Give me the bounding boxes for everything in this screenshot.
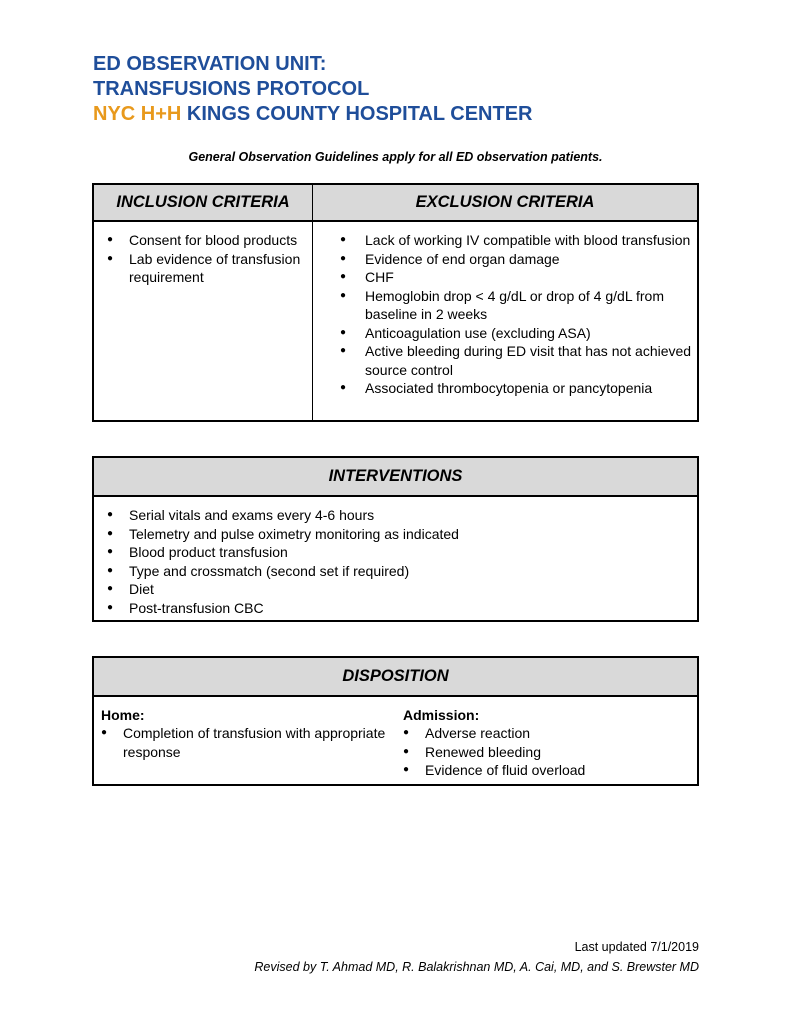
exclusion-column [313, 185, 697, 420]
home-label: Home: [101, 707, 145, 723]
exclusion-item: ● CHF [313, 268, 697, 287]
exclusion-list [313, 231, 697, 398]
exclusion-item: ● Active bleeding during ED visit that has not achieved source control [313, 342, 697, 379]
interventions-header: INTERVENTIONS [94, 458, 697, 497]
admission-list [396, 724, 697, 780]
exclusion-item: ● Hemoglobin drop < 4 g/dL or drop of 4 g/dL from baseline in 2 weeks [313, 287, 697, 324]
disposition-header: DISPOSITION [94, 658, 697, 697]
exclusion-item: ● Anticoagulation use (excluding ASA) [313, 324, 697, 343]
inclusion-item: ● Lab evidence of transfusion requirement [94, 250, 312, 287]
title-accent: NYC H+H [93, 103, 182, 125]
inclusion-column [94, 185, 313, 420]
home-item: ● Completion of transfusion with appropriate response [94, 724, 396, 761]
admission-column [396, 707, 697, 780]
intervention-item: ● Post-transfusion CBC [94, 599, 697, 618]
intervention-item: ● Serial vitals and exams every 4-6 hours [94, 506, 697, 525]
intervention-item: ● Diet [94, 580, 697, 599]
home-list [94, 724, 396, 761]
exclusion-item: ● Associated thrombocytopenia or pancytopenia [313, 379, 697, 398]
inclusion-item: ● Consent for blood products [94, 231, 312, 250]
admission-item: ● Evidence of fluid overload [396, 761, 697, 780]
title-hospital: KINGS COUNTY HOSPITAL CENTER [181, 103, 533, 125]
admission-item: ● Adverse reaction [396, 724, 697, 743]
exclusion-header: EXCLUSION CRITERIA [313, 185, 697, 222]
title-line-1: ED OBSERVATION UNIT: [93, 53, 327, 75]
admission-item: ● Renewed bleeding [396, 743, 697, 762]
last-updated: Last updated 7/1/2019 [574, 940, 699, 954]
revised-by: Revised by T. Ahmad MD, R. Balakrishnan MD, A. Cai, MD, and S. Brewster MD [254, 960, 699, 974]
document-title [93, 52, 533, 127]
intervention-item: ● Blood product transfusion [94, 543, 697, 562]
criteria-table [92, 183, 699, 422]
interventions-list [94, 506, 697, 617]
exclusion-item: ● Evidence of end organ damage [313, 250, 697, 269]
intervention-item: ● Type and crossmatch (second set if required) [94, 562, 697, 581]
inclusion-header: INCLUSION CRITERIA [94, 185, 312, 222]
title-line-2: TRANSFUSIONS PROTOCOL [93, 78, 370, 100]
disposition-table [92, 656, 699, 786]
home-column [94, 707, 396, 780]
guideline-note: General Observation Guidelines apply for all ED observation patients. [188, 150, 603, 164]
inclusion-list [94, 231, 312, 287]
title-line-3 [93, 102, 533, 127]
intervention-item: ● Telemetry and pulse oximetry monitoring as indicated [94, 525, 697, 544]
interventions-table [92, 456, 699, 622]
admission-label: Admission: [403, 707, 480, 723]
exclusion-item: ● Lack of working IV compatible with blood transfusion [313, 231, 697, 250]
